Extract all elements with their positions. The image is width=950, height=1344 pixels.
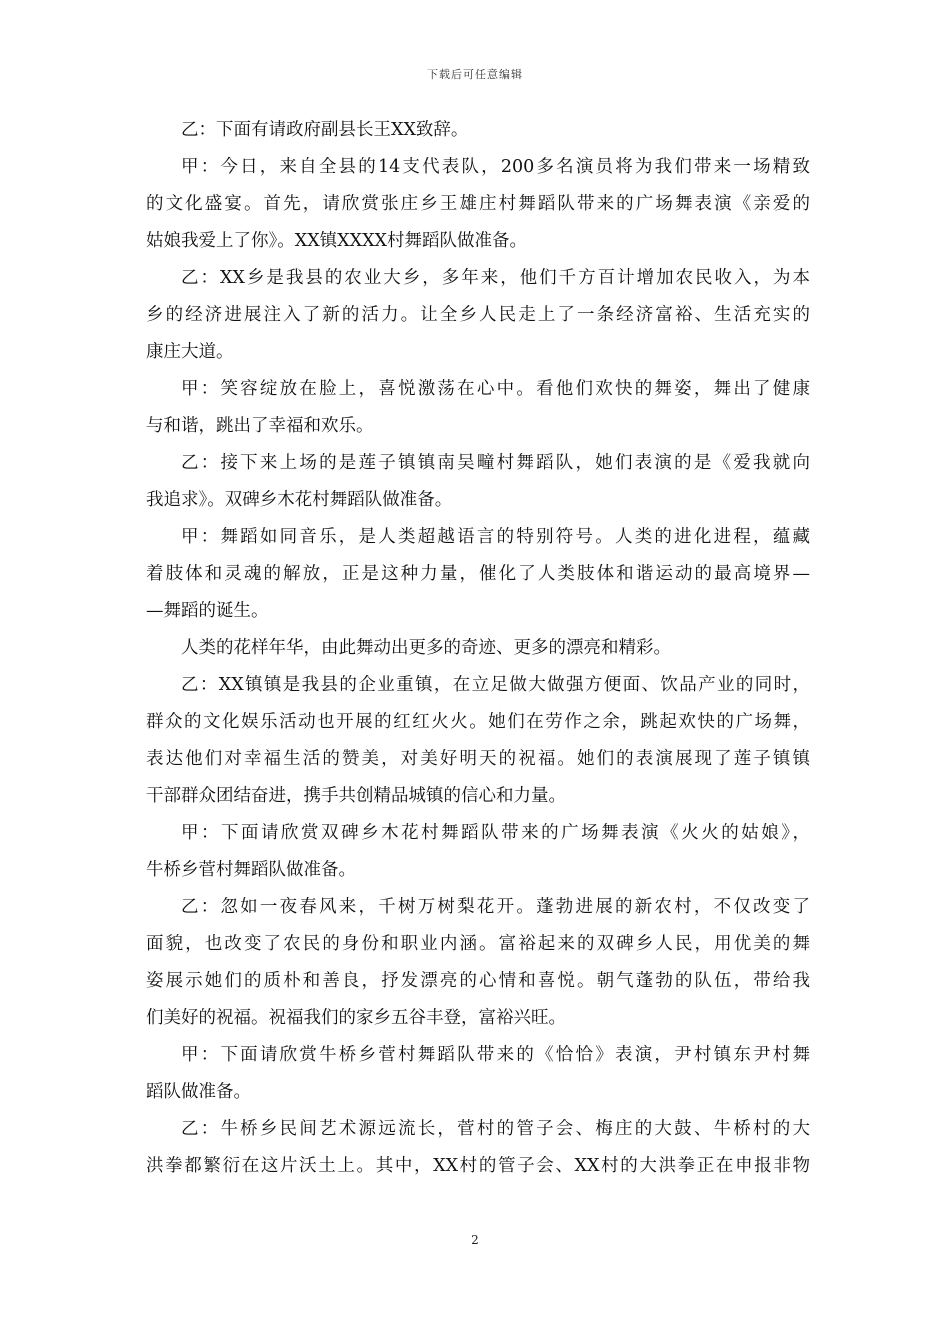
paragraph-line: 乙：接下来上场的是莲子镇镇南吴疃村舞蹈队，她们表演的是《爱我就向	[181, 453, 810, 473]
paragraph-line: 甲：下面请欣赏双碑乡木花村舞蹈队带来的广场舞表演《火火的姑娘》，	[181, 823, 810, 843]
paragraph-line: 甲：舞蹈如同音乐，是人类超越语言的特别符号。人类的进化进程，蕴藏	[181, 527, 810, 547]
paragraph-line: 我追求》。双碑乡木花村舞蹈队做准备。	[146, 490, 453, 510]
paragraph-line: 乡的经济进展注入了新的活力。让全乡人民走上了一条经济富裕、生活充实的	[146, 305, 810, 325]
paragraph-line: 乙：忽如一夜春风来，千树万树梨花开。蓬勃进展的新农村，不仅改变了	[181, 897, 810, 917]
paragraph-line: 乙：XX镇镇是我县的企业重镇，在立足做大做强方便面、饮品产业的同时，	[181, 675, 810, 695]
paragraph	[146, 815, 810, 889]
paragraph	[146, 889, 810, 1037]
page-number: 2	[471, 1233, 479, 1247]
paragraph-line: 面貌，也改变了农民的身份和职业内涵。富裕起来的双碑乡人民，用优美的舞	[146, 934, 810, 954]
paragraph-line: —舞蹈的诞生。	[146, 601, 269, 621]
paragraph	[146, 630, 810, 667]
paragraph-line: 干部群众团结奋进，携手共创精品城镇的信心和力量。	[146, 786, 566, 806]
paragraph-line: 康庄大道。	[146, 342, 234, 362]
paragraph-line: 甲：笑容绽放在脸上，喜悦激荡在心中。看他们欢快的舞姿，舞出了健康	[181, 379, 810, 399]
paragraph	[146, 1111, 810, 1185]
paragraph	[146, 371, 810, 445]
paragraph-line: 与和谐，跳出了幸福和欢乐。	[146, 416, 374, 436]
paragraph-line: 姑娘我爱上了你》。XX镇XXXX村舞蹈队做准备。	[146, 231, 527, 251]
paragraph-line: 牛桥乡菅村舞蹈队做准备。	[146, 860, 356, 880]
paragraph	[146, 149, 810, 260]
paragraph-line: 着肢体和灵魂的解放，正是这种力量，催化了人类肢体和谐运动的最高境界—	[146, 564, 810, 584]
paragraph	[146, 1037, 810, 1111]
document-body	[146, 112, 810, 1185]
page-header: 下载后可任意编辑	[427, 68, 523, 81]
paragraph	[146, 445, 810, 519]
paragraph-line: 甲：下面请欣赏牛桥乡菅村舞蹈队带来的《恰恰》表演，尹村镇东尹村舞	[181, 1045, 810, 1065]
paragraph-line: 乙：下面有请政府副县长王XX致辞。	[181, 120, 469, 140]
paragraph-line: 们美好的祝福。祝福我们的家乡五谷丰登，富裕兴旺。	[146, 1008, 566, 1028]
paragraph	[146, 667, 810, 815]
paragraph-line: 姿展示她们的质朴和善良，抒发漂亮的心情和喜悦。朝气蓬勃的队伍，带给我	[146, 971, 810, 991]
paragraph-line: 洪拳都繁衍在这片沃土上。其中，XX村的管子会、XX村的大洪拳正在申报非物	[146, 1156, 810, 1176]
paragraph-line: 的文化盛宴。首先，请欣赏张庄乡王雄庄村舞蹈队带来的广场舞表演《亲爱的	[146, 194, 810, 214]
paragraph-line: 群众的文化娱乐活动也开展的红红火火。她们在劳作之余，跳起欢快的广场舞，	[146, 712, 810, 732]
paragraph	[146, 260, 810, 371]
paragraph-line: 乙：牛桥乡民间艺术源远流长，菅村的管子会、梅庄的大鼓、牛桥村的大	[181, 1119, 810, 1139]
paragraph-line: 甲：今日，来自全县的14支代表队，200多名演员将为我们带来一场精致	[181, 157, 810, 177]
paragraph	[146, 519, 810, 630]
paragraph-line: 乙：XX乡是我县的农业大乡，多年来，他们千方百计增加农民收入，为本	[181, 268, 810, 288]
paragraph-line: 表达他们对幸福生活的赞美，对美好明天的祝福。她们的表演展现了莲子镇镇	[146, 749, 810, 769]
paragraph	[146, 112, 810, 149]
paragraph-line: 人类的花样年华，由此舞动出更多的奇迹、更多的漂亮和精彩。	[181, 638, 671, 658]
paragraph-line: 蹈队做准备。	[146, 1082, 251, 1102]
